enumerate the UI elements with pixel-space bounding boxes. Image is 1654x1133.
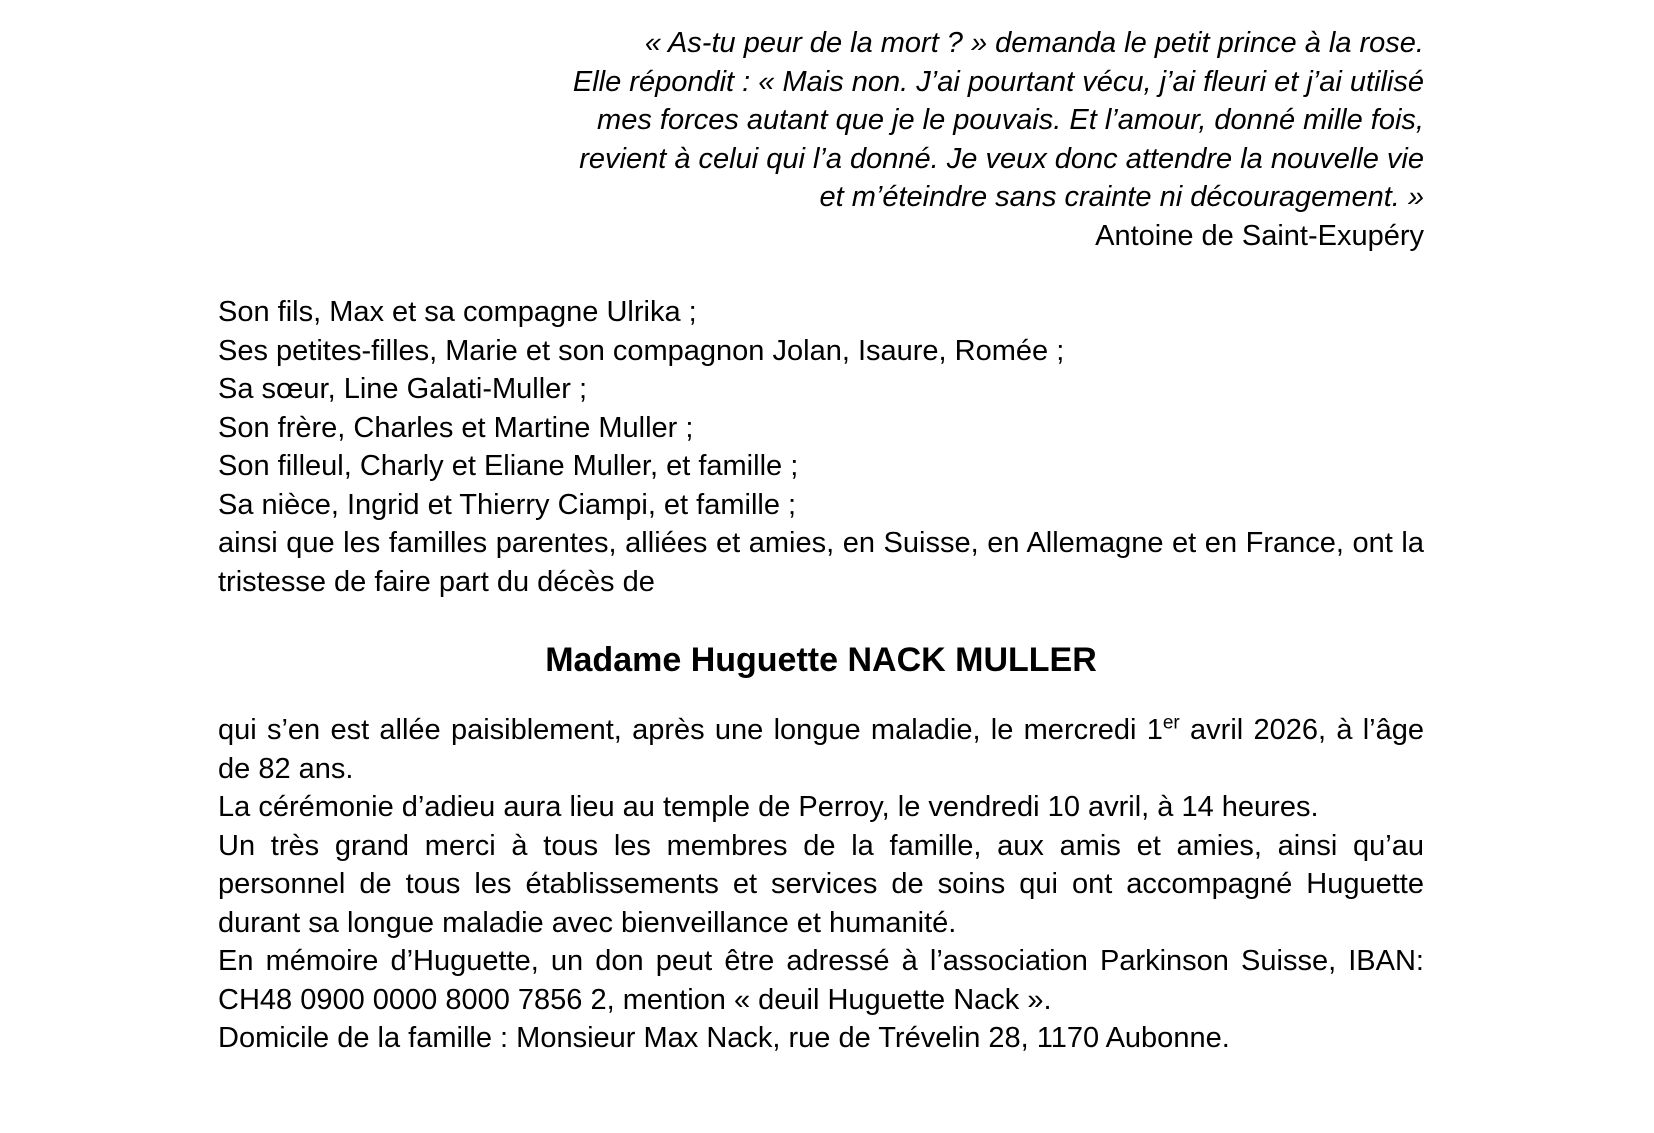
quote-line: et m’éteindre sans crainte ni découragement. » [819, 181, 1424, 213]
epigraph-quote [218, 24, 1424, 255]
family-member-line: Ses petites-filles, Marie et son compagnon Jolan, Isaure, Romée ; [218, 334, 1065, 367]
family-member-line: Son filleul, Charly et Eliane Muller, et famille ; [218, 450, 799, 482]
family-list [218, 293, 1424, 601]
deceased-name: Madame Huguette NACK MULLER [545, 641, 1097, 679]
passing-text-start: qui s’en est allée paisiblement, après une longue maladie, le mercredi 1 [218, 714, 1163, 746]
quote-line: revient à celui qui l’a donné. Je veux donc attendre la nouvelle vie [579, 142, 1424, 175]
announcement-sentence: ainsi que les familles parentes, alliées et amies, en Suisse, en Allemagne et en France, ont la tristesse de faire part du décès de [218, 527, 1424, 598]
quote-author: Antoine de Saint-Exupéry [1095, 219, 1424, 252]
notice-details [218, 711, 1424, 1058]
quote-line: « As-tu peur de la mort ? » demanda le petit prince à la rose. [644, 27, 1424, 59]
family-member-line: Son fils, Max et sa compagne Ulrika ; [218, 296, 697, 328]
family-member-line: Sa sœur, Line Galati-Muller ; [218, 373, 588, 405]
obituary-notice [218, 24, 1424, 1058]
passing-paragraph [218, 711, 1424, 788]
quote-line: Elle répondit : « Mais non. J’ai pourtant vécu, j’ai fleuri et j’ai utilisé [572, 65, 1424, 98]
passing-text-end: avril 2026, à l’âge de 82 ans. [218, 714, 1424, 785]
ordinal-superscript: er [1162, 712, 1180, 734]
thanks-paragraph: Un très grand merci à tous les membres de la famille, aux amis et amies, ainsi qu’au personnel de tous les établissements et services de soins qui ont accompagné Huguette durant sa longue maladie avec bienveillance et humanité. [218, 829, 1424, 939]
donation-paragraph: En mémoire d’Huguette, un don peut être adressé à l’association Parkinson Suisse, IBAN: CH48 0900 0000 8000 7856 2, mention « deuil Huguette Nack ». [218, 945, 1424, 1016]
quote-line: mes forces autant que je le pouvais. Et l’amour, donné mille fois, [597, 104, 1424, 136]
family-member-line: Sa nièce, Ingrid et Thierry Ciampi, et famille ; [218, 488, 797, 521]
family-member-line: Son frère, Charles et Martine Muller ; [218, 411, 694, 444]
ceremony-paragraph: La cérémonie d’adieu aura lieu au temple de Perroy, le vendredi 10 avril, à 14 heures. [218, 791, 1319, 823]
family-address: Domicile de la famille : Monsieur Max Nack, rue de Trévelin 28, 1170 Aubonne. [218, 1022, 1230, 1054]
